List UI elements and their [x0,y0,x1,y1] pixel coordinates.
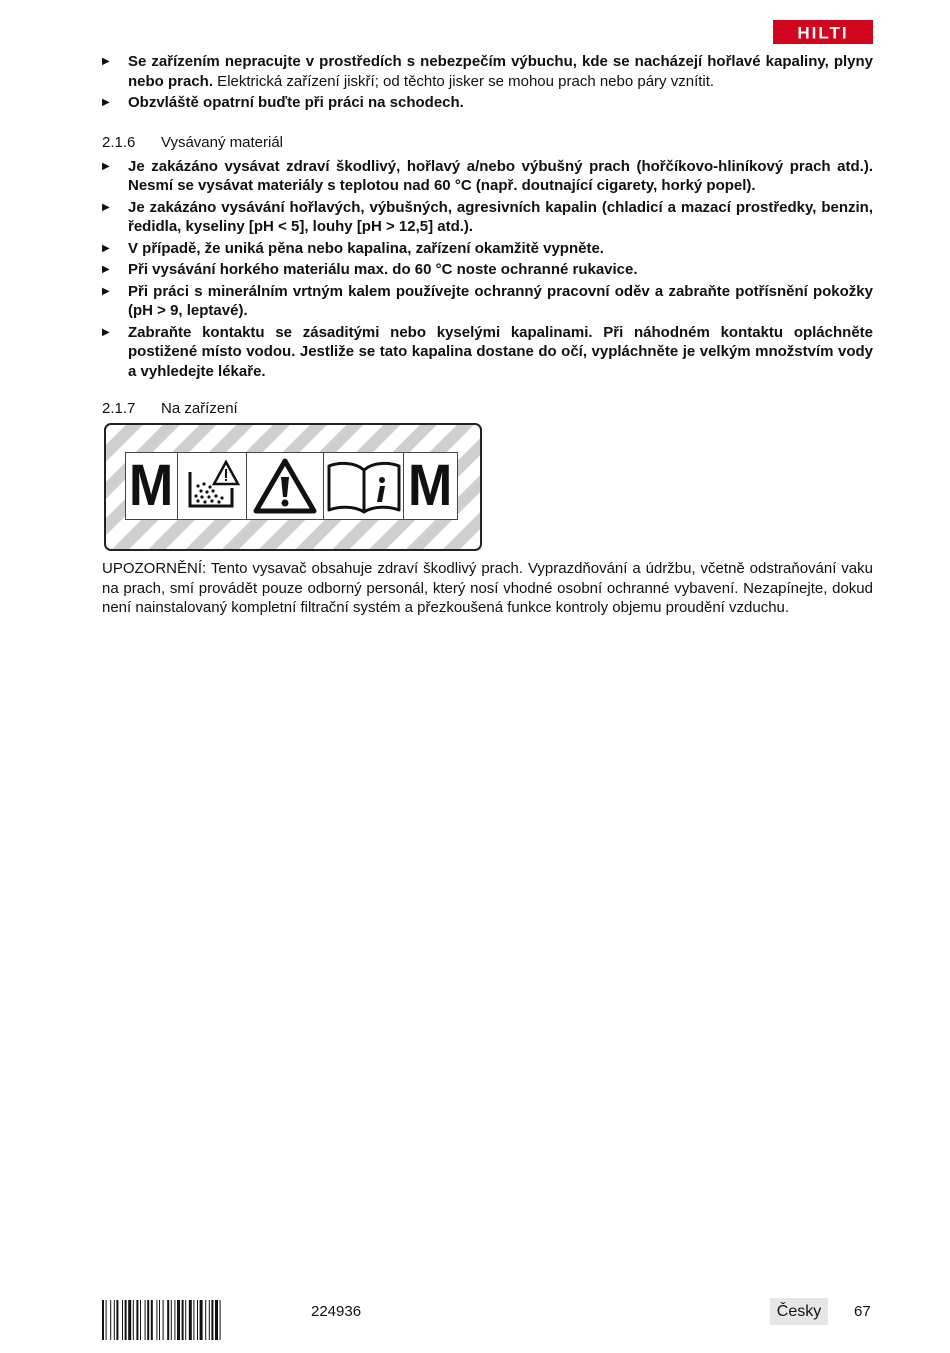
list-item [102,323,873,382]
bullet-text: Je zakázáno vysávání hořlavých, výbušných, agresivních kapalin (chladicí a mazací prostředky, benzin, ředidla, kyseliny [pH < 5], louhy [pH > 12,5] atd.). [128,198,873,235]
section-number: 2.1.7 [102,400,136,417]
list-item [102,93,873,113]
bullet-triangle-icon: ▶ [102,326,110,338]
section-number: 2.1.6 [102,133,136,151]
language-badge: Česky [770,1298,828,1325]
bullet-triangle-icon: ▶ [102,56,110,67]
section-title: Vysávaný materiál [161,133,283,151]
bullet-text: Při práci s minerálním vrtným kalem používejte ochranný pracovní oděv a zabraňte potřísnění pokožky (pH > 9, leptavé). [128,282,873,319]
page-number: 67 [854,1303,871,1320]
section-heading-217 [102,399,873,418]
class-letter: M [129,453,174,518]
list-item [102,198,873,237]
list-item [102,282,873,321]
bullet-triangle-icon: ▶ [102,97,110,108]
document-number: 224936 [311,1303,362,1320]
bullet-text: Při vysávání horkého materiálu max. do 60 °C noste ochranné rukavice. [128,261,638,278]
bullet-triangle-icon: ▶ [102,285,110,297]
bullet-triangle-icon: ▶ [102,242,110,254]
logo-text: HILTI [797,23,849,43]
dust-hazard-icon [178,453,248,519]
class-m-right [404,453,457,519]
page-footer [102,1300,873,1340]
barcode [102,1300,290,1340]
bullet-text: V případě, že uniká pěna nebo kapalina, zařízení okamžitě vypněte. [128,239,604,257]
bullet-triangle-icon: ▶ [102,264,110,275]
bullet-bold-text: Obzvláště opatrní buďte při práci na schodech. [128,94,464,111]
page-content [102,52,873,618]
bullet-bold-text: Se zařízením nepracujte v prostředích s nebezpečím výbuchu, kde se nacházejí hořlavé kapaliny, plyny nebo prach. [128,53,873,90]
bullet-normal-text: Elektrická zařízení jiskří; od těchto jisker se mohou prach nebo páry vznítit. [213,72,715,90]
warning-notice: UPOZORNĚNÍ: Tento vysavač obsahuje zdraví škodlivý prach. Vyprazdňování a údržbu, včetně odstraňování vaku na prach, smí provádět pouze odborný personál, který nosí vhodné osobní ochranné vybavení. Nezapínejte, dokud není nainstalovaný kompletní filtrační systém a přezkoušená funkce kontroly objemu proudění vzduchu. [102,560,873,616]
device-warning-label [104,423,482,551]
intro-bullet-list [102,52,873,113]
section-heading-216 [102,133,873,152]
material-bullet-list [102,157,873,382]
class-letter: M [408,453,453,518]
label-strip [125,452,458,520]
list-item [102,52,873,91]
class-m-left [126,453,178,519]
bullet-triangle-icon: ▶ [102,160,110,172]
hilti-logo [773,20,873,44]
bullet-text: Zabraňte kontaktu se zásaditými nebo kyselými kapalinami. Při náhodném kontaktu opláchněte postižené místo vodou. Jestliže se tato kapalina dostane do očí, vypláchněte je velkým množstvím vody a vyhledejte lékaře. [128,323,873,380]
list-item [102,157,873,196]
list-item [102,239,873,259]
read-manual-icon [324,453,405,519]
list-item [102,260,873,280]
bullet-text: Je zakázáno vysávat zdraví škodlivý, hořlavý a/nebo výbušný prach (hořčíkovo-hliníkový prach atd.). Nesmí se vysávat materiály s teplotou nad 60 °C (např. doutnající cigarety, horký popel). [128,157,873,194]
section-title: Na zařízení [161,400,238,417]
warning-triangle-icon [247,453,324,519]
bullet-triangle-icon: ▶ [102,201,110,213]
